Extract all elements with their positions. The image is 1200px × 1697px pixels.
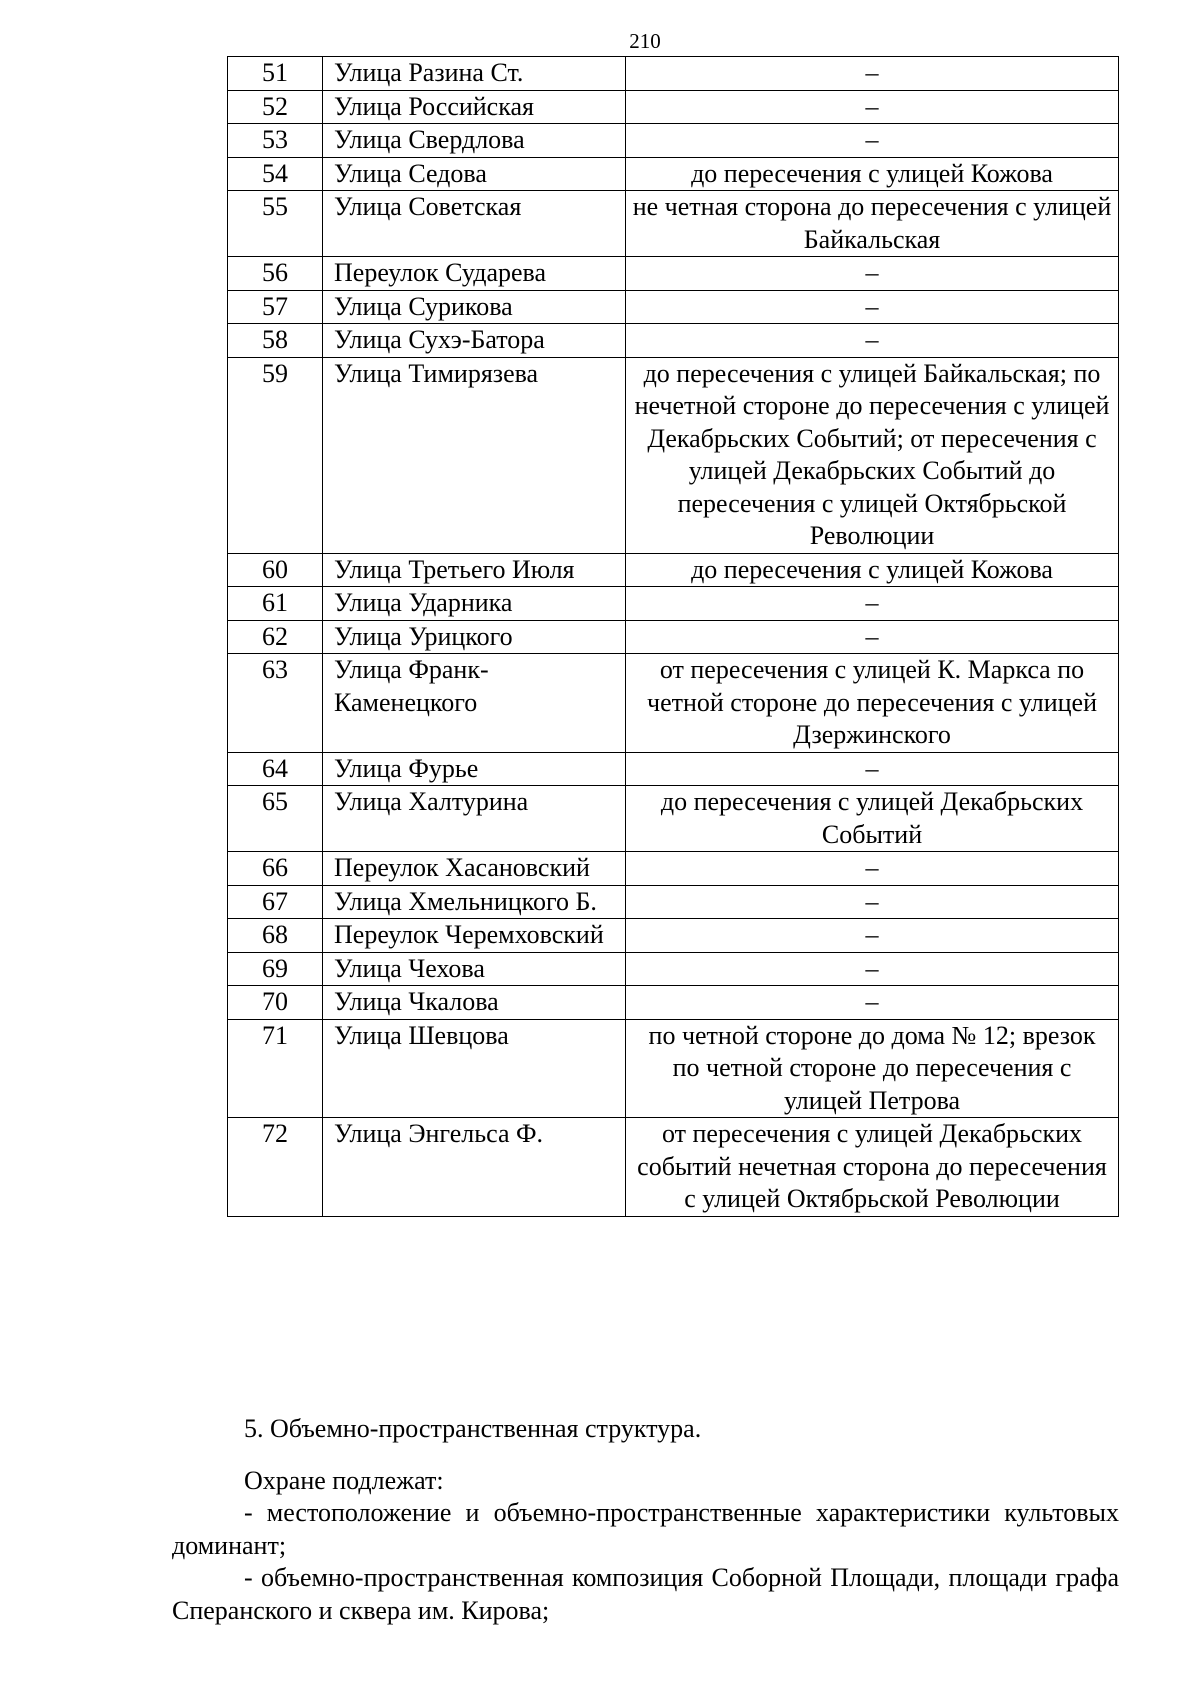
table-row xyxy=(228,786,1119,852)
boundary-note: до пересечения с улицей Байкальская; по нечетной стороне до пересечения с улицей Декабрьских Событий; от пересечения с улицей Декабрьских Событий до пересечения с улицей Октябрьской Революции xyxy=(626,357,1119,553)
table-row xyxy=(228,124,1119,158)
street-name: Улица Свердлова xyxy=(323,124,626,158)
row-number: 63 xyxy=(228,654,323,753)
street-name: Улица Сухэ-Батора xyxy=(323,324,626,358)
street-name: Улица Сурикова xyxy=(323,290,626,324)
row-number: 66 xyxy=(228,852,323,886)
table-row xyxy=(228,324,1119,358)
street-name: Улица Шевцова xyxy=(323,1019,626,1118)
boundary-note: от пересечения с улицей К. Маркса по четной стороне до пересечения с улицей Дзержинского xyxy=(626,654,1119,753)
table-row xyxy=(228,986,1119,1020)
boundary-note: – xyxy=(626,587,1119,621)
street-name: Улица Седова xyxy=(323,157,626,191)
street-name: Улица Ударника xyxy=(323,587,626,621)
street-name: Улица Третьего Июля xyxy=(323,553,626,587)
protection-item: - местоположение и объемно-пространственные характеристики культовых доминант; xyxy=(172,1498,1119,1560)
page-number: 210 xyxy=(629,29,661,53)
boundary-note: – xyxy=(626,90,1119,124)
boundary-note: от пересечения с улицей Декабрьских событий нечетная сторона до пересечения с улицей Октябрьской Революции xyxy=(626,1118,1119,1217)
row-number: 53 xyxy=(228,124,323,158)
table-row xyxy=(228,952,1119,986)
boundary-note: – xyxy=(626,919,1119,953)
table-row xyxy=(228,191,1119,257)
street-name: Улица Российская xyxy=(323,90,626,124)
boundary-note: – xyxy=(626,952,1119,986)
table-row xyxy=(228,290,1119,324)
table-row xyxy=(228,90,1119,124)
protection-item: - объемно-пространственная композиция Соборной Площади, площади графа Сперанского и сквера им. Кирова; xyxy=(172,1563,1119,1625)
street-name: Улица Советская xyxy=(323,191,626,257)
row-number: 65 xyxy=(228,786,323,852)
boundary-note: – xyxy=(626,986,1119,1020)
table-row xyxy=(228,752,1119,786)
streets-table xyxy=(227,56,1119,1217)
street-name: Улица Халтурина xyxy=(323,786,626,852)
boundary-note: – xyxy=(626,752,1119,786)
row-number: 55 xyxy=(228,191,323,257)
street-name: Улица Урицкого xyxy=(323,620,626,654)
table-row xyxy=(228,157,1119,191)
street-name: Улица Фурье xyxy=(323,752,626,786)
street-name: Переулок Черемховский xyxy=(323,919,626,953)
row-number: 58 xyxy=(228,324,323,358)
row-number: 61 xyxy=(228,587,323,621)
table-row xyxy=(228,587,1119,621)
row-number: 67 xyxy=(228,885,323,919)
row-number: 64 xyxy=(228,752,323,786)
boundary-note: – xyxy=(626,852,1119,886)
boundary-note: до пересечения с улицей Декабрьских Событий xyxy=(626,786,1119,852)
row-number: 69 xyxy=(228,952,323,986)
row-number: 56 xyxy=(228,257,323,291)
table-row xyxy=(228,654,1119,753)
table-row xyxy=(228,620,1119,654)
boundary-note: – xyxy=(626,57,1119,91)
row-number: 59 xyxy=(228,357,323,553)
boundary-note: – xyxy=(626,257,1119,291)
protection-intro: Охране подлежат: xyxy=(244,1466,444,1495)
row-number: 72 xyxy=(228,1118,323,1217)
table-row xyxy=(228,1019,1119,1118)
street-name: Переулок Хасановский xyxy=(323,852,626,886)
row-number: 54 xyxy=(228,157,323,191)
street-name: Улица Разина Ст. xyxy=(323,57,626,91)
table-row xyxy=(228,357,1119,553)
table-row xyxy=(228,1118,1119,1217)
table-row xyxy=(228,553,1119,587)
streets-table-body xyxy=(228,57,1119,1217)
street-name: Улица Чехова xyxy=(323,952,626,986)
table-row xyxy=(228,919,1119,953)
row-number: 51 xyxy=(228,57,323,91)
boundary-note: – xyxy=(626,885,1119,919)
boundary-note: не четная сторона до пересечения с улицей Байкальская xyxy=(626,191,1119,257)
row-number: 68 xyxy=(228,919,323,953)
boundary-note: – xyxy=(626,324,1119,358)
street-name: Улица Тимирязева xyxy=(323,357,626,553)
street-name: Улица Чкалова xyxy=(323,986,626,1020)
boundary-note: по четной стороне до дома № 12; врезок по четной стороне до пересечения с улицей Петрова xyxy=(626,1019,1119,1118)
section-heading: 5. Объемно-пространственная структура. xyxy=(244,1414,702,1443)
boundary-note: – xyxy=(626,620,1119,654)
boundary-note: – xyxy=(626,124,1119,158)
boundary-note: – xyxy=(626,290,1119,324)
street-name: Улица Энгельса Ф. xyxy=(323,1118,626,1217)
table-row xyxy=(228,257,1119,291)
street-name: Улица Франк-Каменецкого xyxy=(323,654,626,753)
boundary-note: до пересечения с улицей Кожова xyxy=(626,553,1119,587)
row-number: 57 xyxy=(228,290,323,324)
street-name: Улица Хмельницкого Б. xyxy=(323,885,626,919)
row-number: 70 xyxy=(228,986,323,1020)
street-name: Переулок Сударева xyxy=(323,257,626,291)
row-number: 52 xyxy=(228,90,323,124)
row-number: 62 xyxy=(228,620,323,654)
table-row xyxy=(228,57,1119,91)
boundary-note: до пересечения с улицей Кожова xyxy=(626,157,1119,191)
row-number: 71 xyxy=(228,1019,323,1118)
table-row xyxy=(228,885,1119,919)
row-number: 60 xyxy=(228,553,323,587)
table-row xyxy=(228,852,1119,886)
